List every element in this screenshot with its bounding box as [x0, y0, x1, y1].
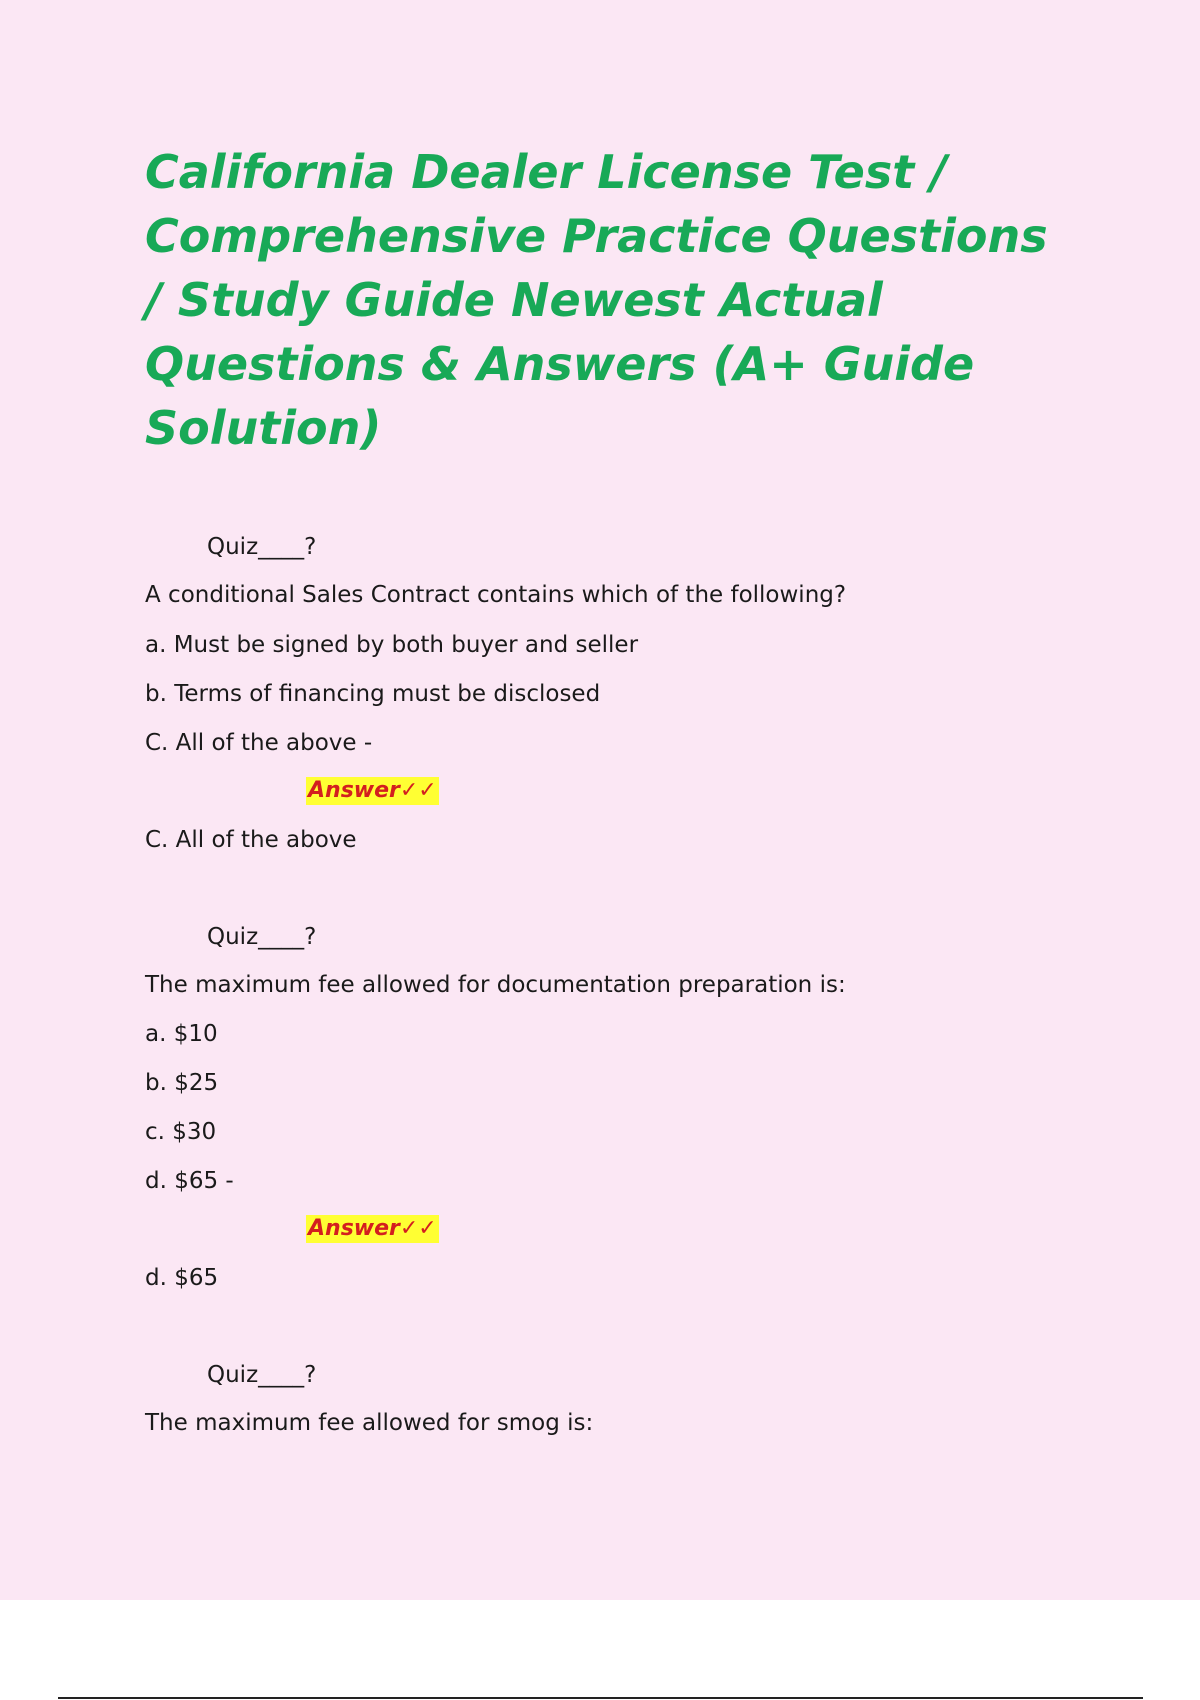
question-text: A conditional Sales Contract contains which of the following?: [145, 582, 847, 608]
option-b: b. $25: [145, 1070, 219, 1096]
question-text: The maximum fee allowed for documentation preparation is:: [145, 972, 846, 998]
option-b: b. Terms of financing must be disclosed: [145, 681, 601, 707]
document-title: California Dealer License Test / Comprehensive Practice Questions / Study Guide Newest Actual Questions & Answers (A+ Guide Solution): [145, 145, 1048, 455]
option-c: C. All of the above -: [145, 730, 373, 756]
answer-text: d. $65: [145, 1265, 219, 1291]
option-a: a. $10: [145, 1021, 218, 1047]
answer-badge: Answer✓✓: [308, 1216, 437, 1241]
quiz-label: Quiz____?: [207, 534, 317, 560]
quiz-label: Quiz____?: [207, 1362, 317, 1388]
question-text: The maximum fee allowed for smog is:: [145, 1410, 594, 1436]
option-a: a. Must be signed by both buyer and seller: [145, 632, 639, 658]
option-c: c. $30: [145, 1119, 217, 1145]
footer-divider: [58, 1697, 1143, 1699]
answer-text: C. All of the above: [145, 827, 357, 853]
option-d: d. $65 -: [145, 1168, 234, 1194]
quiz-label: Quiz____?: [207, 924, 317, 950]
answer-badge: Answer✓✓: [308, 778, 437, 803]
